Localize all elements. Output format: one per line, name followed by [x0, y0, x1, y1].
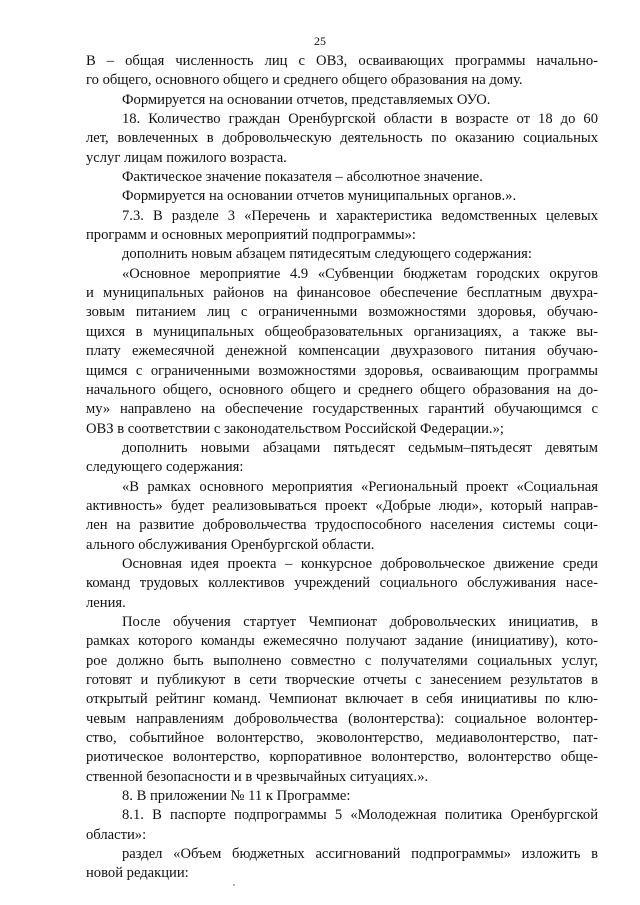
page-number: 25	[314, 34, 326, 48]
text-line: щихся в муниципальных общеобразовательных организациях, а также вы-	[86, 323, 598, 340]
text-line: области»:	[86, 826, 147, 843]
document-body	[86, 52, 598, 884]
text-line: 7.3. В разделе 3 «Перечень и характеристика ведомственных целевых	[122, 207, 598, 224]
text-line: 8.1. В паспорте подпрограммы 5 «Молодежная политика Оренбургской	[122, 807, 598, 824]
text-line: лен на развитие добровольчества трудоспособного населения системы соци-	[86, 517, 598, 534]
text-line: программ и основных мероприятий подпрограммы»:	[86, 227, 416, 244]
text-line: дополнить новым абзацем пятидесятым следующего содержания:	[122, 246, 532, 263]
text-line: ство, событийное волонтерство, эковолонтерство, медиаволонтерство, пат-	[86, 730, 598, 747]
text-line: Формируется на основании отчетов муниципальных органов.».	[122, 188, 517, 205]
text-line: Формируется на основании отчетов, представляемых ОУО.	[122, 91, 491, 108]
text-line: риотическое волонтерство, корпоративное волонтерство, волонтерство обще-	[86, 749, 598, 766]
text-line: команд трудовых коллективов учреждений социального обслуживания насе-	[86, 575, 598, 592]
text-line: активность» будет реализовываться проект «Добрые люди», который направ-	[86, 497, 598, 514]
text-line: ления.	[86, 594, 126, 611]
text-line: щимся с ограниченными возможностями здоровья, осваивающим программы	[86, 362, 598, 379]
text-line: рое должно быть выполнено совместно с получателями социальных услуг,	[86, 652, 598, 669]
text-line: следующего содержания:	[86, 459, 244, 476]
text-line: зовым питанием лиц с ограниченными возможностями здоровья, обучаю-	[86, 304, 598, 321]
text-line: Фактическое значение показателя – абсолютное значение.	[122, 169, 483, 186]
text-line: После обучения стартует Чемпионат добровольческих инициатив, в	[122, 613, 598, 630]
text-line: 18. Количество граждан Оренбургской области в возрасте от 18 до 60	[122, 111, 598, 128]
text-line: готовят и публикуют в сети творческие отчеты с занесением результатов в	[86, 672, 598, 688]
scan-artifact-dot	[233, 884, 235, 886]
text-line: новой редакции:	[86, 865, 189, 882]
text-line: начального общего, основного общего и среднего общего образования на до-	[86, 381, 598, 398]
text-line: лет, вовлеченных в добровольческую деятельность по оказанию социальных	[86, 130, 598, 147]
text-line: рамках которого команды ежемесячно получают задание (инициативу), кото-	[86, 633, 598, 650]
text-line: Основная идея проекта – конкурсное добровольческое движение среди	[122, 555, 598, 572]
text-line: плату ежемесячной денежной компенсации двухразового питания обучаю-	[86, 343, 598, 360]
text-line: «Основное мероприятие 4.9 «Субвенции бюджетам городских округов	[122, 265, 598, 282]
text-line: ственной безопасности и в чрезвычайных ситуациях.».	[86, 768, 429, 785]
text-line: го общего, основного общего и среднего общего образования на дому.	[86, 72, 523, 89]
text-line: чевым направлениям добровольчества (волонтерства): социальное волонтер-	[86, 710, 598, 727]
text-line: ОВЗ в соответствии с законодательством Российской Федерации.»;	[86, 420, 504, 437]
text-line: раздел «Объем бюджетных ассигнований подпрограммы» изложить в	[122, 846, 598, 863]
text-line: ального обслуживания Оренбургской области.	[86, 536, 375, 553]
text-line: и муниципальных районов на финансовое обеспечение бесплатным двухра-	[86, 285, 598, 302]
text-line: 8. В приложении № 11 к Программе:	[122, 788, 351, 805]
text-line: услуг лицам пожилого возраста.	[86, 149, 287, 166]
text-line: му» направлено на обеспечение государственных гарантий обучающимся с	[86, 401, 598, 418]
text-line: В – общая численность лиц с ОВЗ, осваивающих программы начально-	[86, 53, 598, 69]
text-line: дополнить новыми абзацами пятьдесят седьмым–пятьдесят девятым	[122, 439, 598, 456]
text-line: «В рамках основного мероприятия «Региональный проект «Социальная	[122, 478, 598, 495]
text-line: открытый рейтинг команд. Чемпионат включает в себя инициативы по клю-	[86, 691, 598, 708]
